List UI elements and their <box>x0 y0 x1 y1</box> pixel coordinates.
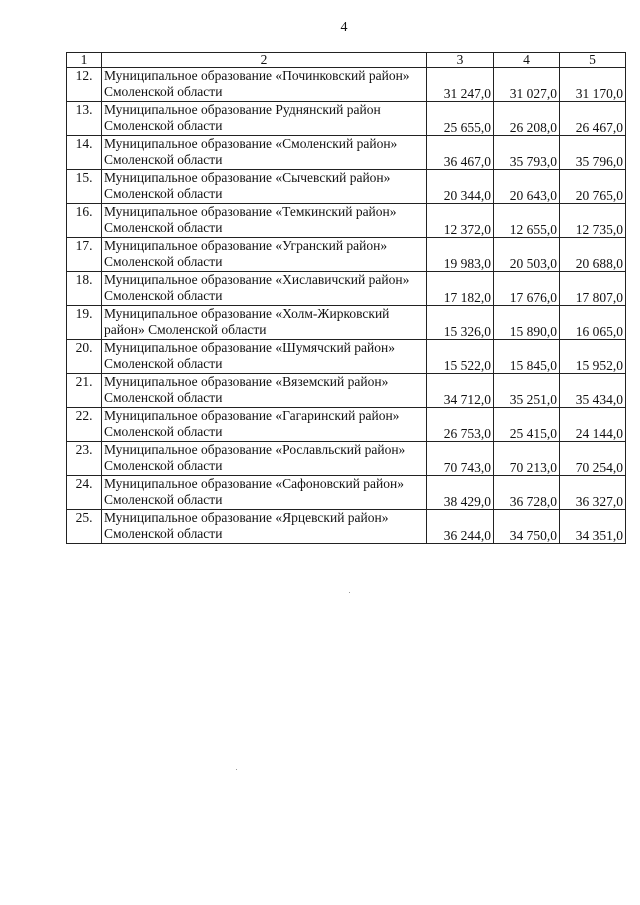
row-number: 12. <box>67 68 102 102</box>
municipality-name: Муниципальное образование «Хиславичский район» Смоленской области <box>102 272 427 306</box>
budget-table <box>66 52 626 544</box>
table-row <box>67 476 626 510</box>
value-col4: 15 845,0 <box>494 340 560 374</box>
value-col5: 17 807,0 <box>560 272 626 306</box>
row-number: 23. <box>67 442 102 476</box>
value-col3: 15 326,0 <box>427 306 494 340</box>
table-row <box>67 102 626 136</box>
value-col4: 20 503,0 <box>494 238 560 272</box>
municipality-name: Муниципальное образование «Починковский район» Смоленской области <box>102 68 427 102</box>
municipality-name: Муниципальное образование «Сычевский район» Смоленской области <box>102 170 427 204</box>
municipality-name: Муниципальное образование «Угранский район» Смоленской области <box>102 238 427 272</box>
table-row <box>67 306 626 340</box>
value-col5: 24 144,0 <box>560 408 626 442</box>
municipality-name: Муниципальное образование «Смоленский район» Смоленской области <box>102 136 427 170</box>
table-header-row <box>67 53 626 68</box>
row-number: 14. <box>67 136 102 170</box>
value-col3: 15 522,0 <box>427 340 494 374</box>
value-col3: 25 655,0 <box>427 102 494 136</box>
value-col4: 70 213,0 <box>494 442 560 476</box>
table-row <box>67 340 626 374</box>
table-row <box>67 204 626 238</box>
row-number: 16. <box>67 204 102 238</box>
value-col3: 19 983,0 <box>427 238 494 272</box>
value-col3: 34 712,0 <box>427 374 494 408</box>
value-col3: 17 182,0 <box>427 272 494 306</box>
table-row <box>67 170 626 204</box>
value-col4: 20 643,0 <box>494 170 560 204</box>
table-row <box>67 374 626 408</box>
municipality-name: Муниципальное образование «Ярцевский район» Смоленской области <box>102 510 427 544</box>
value-col3: 36 244,0 <box>427 510 494 544</box>
row-number: 25. <box>67 510 102 544</box>
table-row <box>67 136 626 170</box>
value-col5: 12 735,0 <box>560 204 626 238</box>
value-col3: 31 247,0 <box>427 68 494 102</box>
scan-speck <box>236 769 237 770</box>
value-col4: 17 676,0 <box>494 272 560 306</box>
value-col5: 36 327,0 <box>560 476 626 510</box>
value-col5: 35 434,0 <box>560 374 626 408</box>
value-col5: 20 765,0 <box>560 170 626 204</box>
table-row <box>67 510 626 544</box>
row-number: 13. <box>67 102 102 136</box>
column-header: 5 <box>560 53 626 68</box>
municipality-name: Муниципальное образование «Темкинский район» Смоленской области <box>102 204 427 238</box>
value-col5: 15 952,0 <box>560 340 626 374</box>
municipality-name: Муниципальное образование «Рославльский район» Смоленской области <box>102 442 427 476</box>
value-col3: 20 344,0 <box>427 170 494 204</box>
municipality-name: Муниципальное образование «Холм-Жирковский район» Смоленской области <box>102 306 427 340</box>
municipality-name: Муниципальное образование «Вяземский район» Смоленской области <box>102 374 427 408</box>
value-col3: 38 429,0 <box>427 476 494 510</box>
row-number: 22. <box>67 408 102 442</box>
value-col5: 35 796,0 <box>560 136 626 170</box>
value-col3: 12 372,0 <box>427 204 494 238</box>
page-number: 4 <box>340 20 348 35</box>
row-number: 15. <box>67 170 102 204</box>
value-col3: 26 753,0 <box>427 408 494 442</box>
value-col3: 36 467,0 <box>427 136 494 170</box>
value-col3: 70 743,0 <box>427 442 494 476</box>
value-col4: 35 793,0 <box>494 136 560 170</box>
municipality-name: Муниципальное образование Руднянский район Смоленской области <box>102 102 427 136</box>
value-col4: 36 728,0 <box>494 476 560 510</box>
table-row <box>67 408 626 442</box>
municipality-name: Муниципальное образование «Шумячский район» Смоленской области <box>102 340 427 374</box>
column-header: 3 <box>427 53 494 68</box>
table-row <box>67 68 626 102</box>
value-col4: 12 655,0 <box>494 204 560 238</box>
value-col4: 31 027,0 <box>494 68 560 102</box>
value-col5: 26 467,0 <box>560 102 626 136</box>
row-number: 20. <box>67 340 102 374</box>
table-row <box>67 272 626 306</box>
row-number: 19. <box>67 306 102 340</box>
value-col4: 26 208,0 <box>494 102 560 136</box>
row-number: 17. <box>67 238 102 272</box>
row-number: 21. <box>67 374 102 408</box>
table-row <box>67 238 626 272</box>
value-col5: 70 254,0 <box>560 442 626 476</box>
value-col5: 34 351,0 <box>560 510 626 544</box>
scan-speck <box>349 592 350 593</box>
column-header: 1 <box>67 53 102 68</box>
municipality-name: Муниципальное образование «Гагаринский район» Смоленской области <box>102 408 427 442</box>
row-number: 18. <box>67 272 102 306</box>
value-col5: 31 170,0 <box>560 68 626 102</box>
value-col4: 25 415,0 <box>494 408 560 442</box>
value-col4: 15 890,0 <box>494 306 560 340</box>
value-col4: 34 750,0 <box>494 510 560 544</box>
column-header: 4 <box>494 53 560 68</box>
column-header: 2 <box>102 53 427 68</box>
value-col4: 35 251,0 <box>494 374 560 408</box>
municipality-name: Муниципальное образование «Сафоновский район» Смоленской области <box>102 476 427 510</box>
value-col5: 16 065,0 <box>560 306 626 340</box>
table-row <box>67 442 626 476</box>
value-col5: 20 688,0 <box>560 238 626 272</box>
row-number: 24. <box>67 476 102 510</box>
